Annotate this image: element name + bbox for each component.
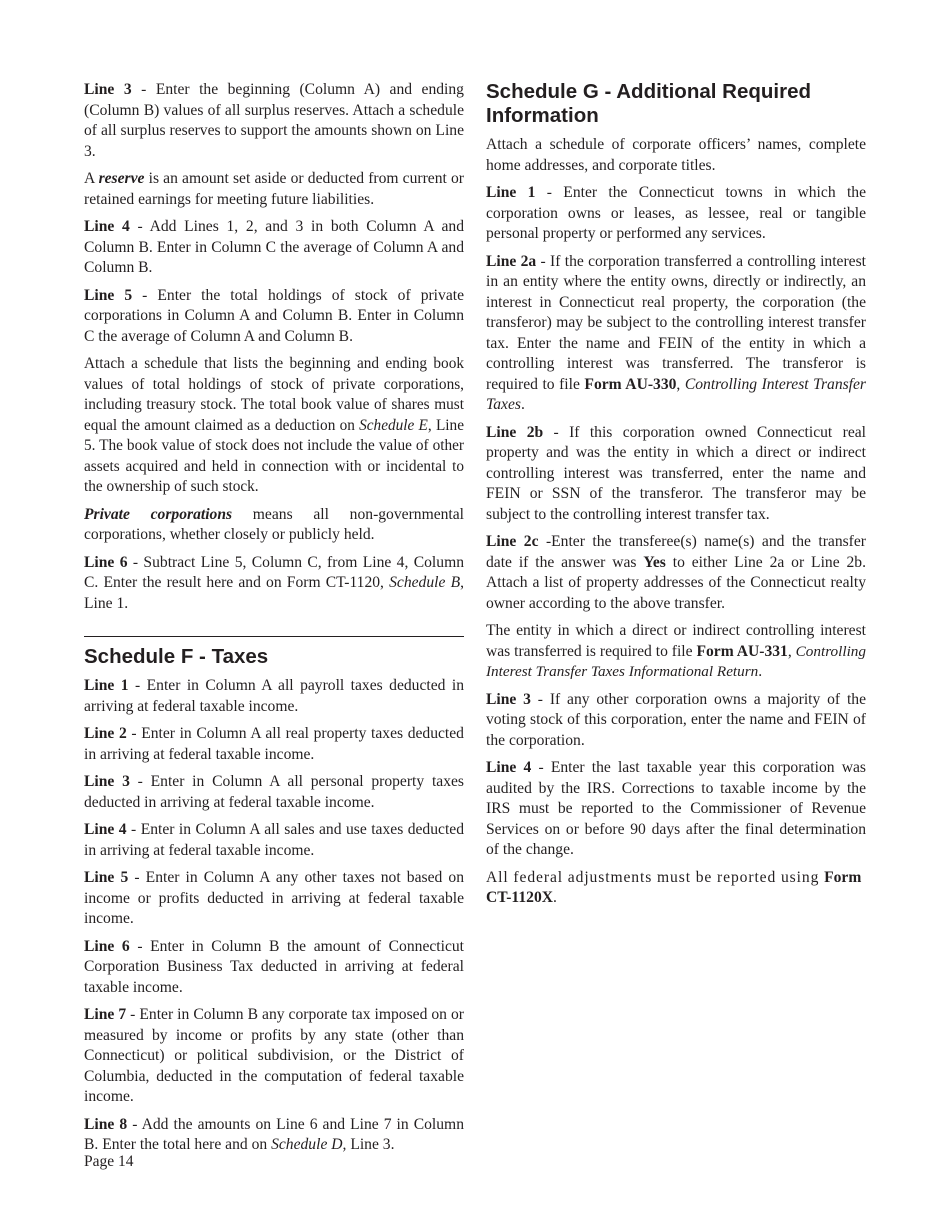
schedule-f-line4: Line 4 - Enter in Column A all sales and use taxes deducted in arriving at federal taxable income. xyxy=(84,821,464,859)
schedule-g-line4: Line 4 - Enter the last taxable year this corporation was audited by the IRS. Corrections to taxable income by the IRS must be reported to the Commissioner of Revenue Services on or before 90 days after the final determination of the change. xyxy=(486,759,866,858)
attach-schedule-paragraph: Attach a schedule that lists the beginning and ending book values of total holdings of stock of private corporations, including treasury stock. The total book value of shares must equal the amount claimed as a deduction on Schedule E, Line 5. The book value of stock does not include the value of other assets acquired and held in connection with or incidental to the ownership of such stock. xyxy=(84,355,464,495)
page-number: Page 14 xyxy=(84,1153,134,1170)
schedule-f-line7: Line 7 - Enter in Column B any corporate tax imposed on or measured by income or profits by any state (other than Connecticut) or political subdivision, or the District of Columbia, deducted in the computation of federal taxable income. xyxy=(84,1006,464,1105)
federal-adjustments-paragraph: All federal adjustments must be reported using Form CT-1120X. xyxy=(486,868,862,906)
schedule-g-line2c: Line 2c -Enter the transferee(s) name(s) and the transfer date if the answer was Yes to either Line 2a or Line 2b. Attach a list of property addresses of the Connecticut realty owner according to the above transfer. xyxy=(486,533,866,612)
schedule-f-line5: Line 5 - Enter in Column A any other taxes not based on income or profits deducted in arriving at federal taxable income. xyxy=(84,869,465,927)
schedule-f-line6: Line 6 - Enter in Column B the amount of Connecticut Corporation Business Tax deducted in arriving at federal taxable income. xyxy=(84,937,465,996)
section-divider xyxy=(84,636,464,637)
schedule-g-entity-paragraph: The entity in which a direct or indirect controlling interest was transferred is required to file Form AU-331, Controlling Interest Transfer Taxes Informational Return. xyxy=(486,622,866,680)
line6-paragraph: Line 6 - Subtract Line 5, Column C, from Line 4, Column C. Enter the result here and on Form CT-1120, Schedule B, Line 1. xyxy=(84,553,464,612)
schedule-g-heading: Schedule G - Additional Required Information xyxy=(486,80,811,127)
schedule-f-line1: Line 1 - Enter in Column A all payroll taxes deducted in arriving at federal taxable income. xyxy=(84,677,464,715)
schedule-g-line3: Line 3 - If any other corporation owns a majority of the voting stock of this corporation, enter the name and FEIN of the corporation. xyxy=(486,690,867,749)
line4-paragraph: Line 4 - Add Lines 1, 2, and 3 in both Column A and Column B. Enter in Column C the average of Column A and Column B. xyxy=(84,218,464,276)
schedule-f-line2: Line 2 - Enter in Column A all real property taxes deducted in arriving at federal taxable income. xyxy=(84,725,464,763)
reserve-definition: A reserve is an amount set aside or deducted from current or retained earnings for meeting future liabilities. xyxy=(84,170,464,208)
schedule-g-line2b: Line 2b - If this corporation owned Connecticut real property and was the entity in which a direct or indirect controlling interest was transferred, enter the name and FEIN or SSN of the transferor. The transferor may be subject to the controlling interest transfer tax. xyxy=(486,423,866,523)
line3-paragraph: Line 3 - Enter the beginning (Column A) and ending (Column B) values of all surplus reserves. Attach a schedule of all surplus reserves to support the amounts shown on Line 3. xyxy=(84,81,464,160)
schedule-f-line3: Line 3 - Enter in Column A all personal property taxes deducted in arriving at federal taxable income. xyxy=(84,773,464,811)
schedule-f-line8: Line 8 - Add the amounts on Line 6 and Line 7 in Column B. Enter the total here and on Schedule D, Line 3. xyxy=(84,1115,464,1153)
schedule-g-line1: Line 1 - Enter the Connecticut towns in which the corporation owns or leases, as lessee, real or tangible personal property or performed any services. xyxy=(486,184,866,242)
private-corporations-definition: Private corporations means all non-governmental corporations, whether closely or publicly held. xyxy=(84,505,464,543)
line5-paragraph: Line 5 - Enter the total holdings of stock of private corporations in Column A and Column B. Enter in Column C the average of Column A and Column B. xyxy=(84,286,464,345)
right-column xyxy=(486,80,866,916)
schedule-g-line2a: Line 2a - If the corporation transferred a controlling interest in an entity where the entity owns, directly or indirectly, an interest in Connecticut real property, the corporation (the transferor) may be subject to the controlling interest transfer tax. Enter the name and FEIN of the entity in which a controlling interest was transferred. The transferor is required to file Form AU-330, Controlling Interest Transfer Taxes. xyxy=(486,252,867,413)
schedule-f-heading: Schedule F - Taxes xyxy=(84,645,269,668)
left-column xyxy=(84,80,464,1163)
schedule-g-intro: Attach a schedule of corporate officers’ names, complete home addresses, and corporate titles. xyxy=(486,136,866,174)
